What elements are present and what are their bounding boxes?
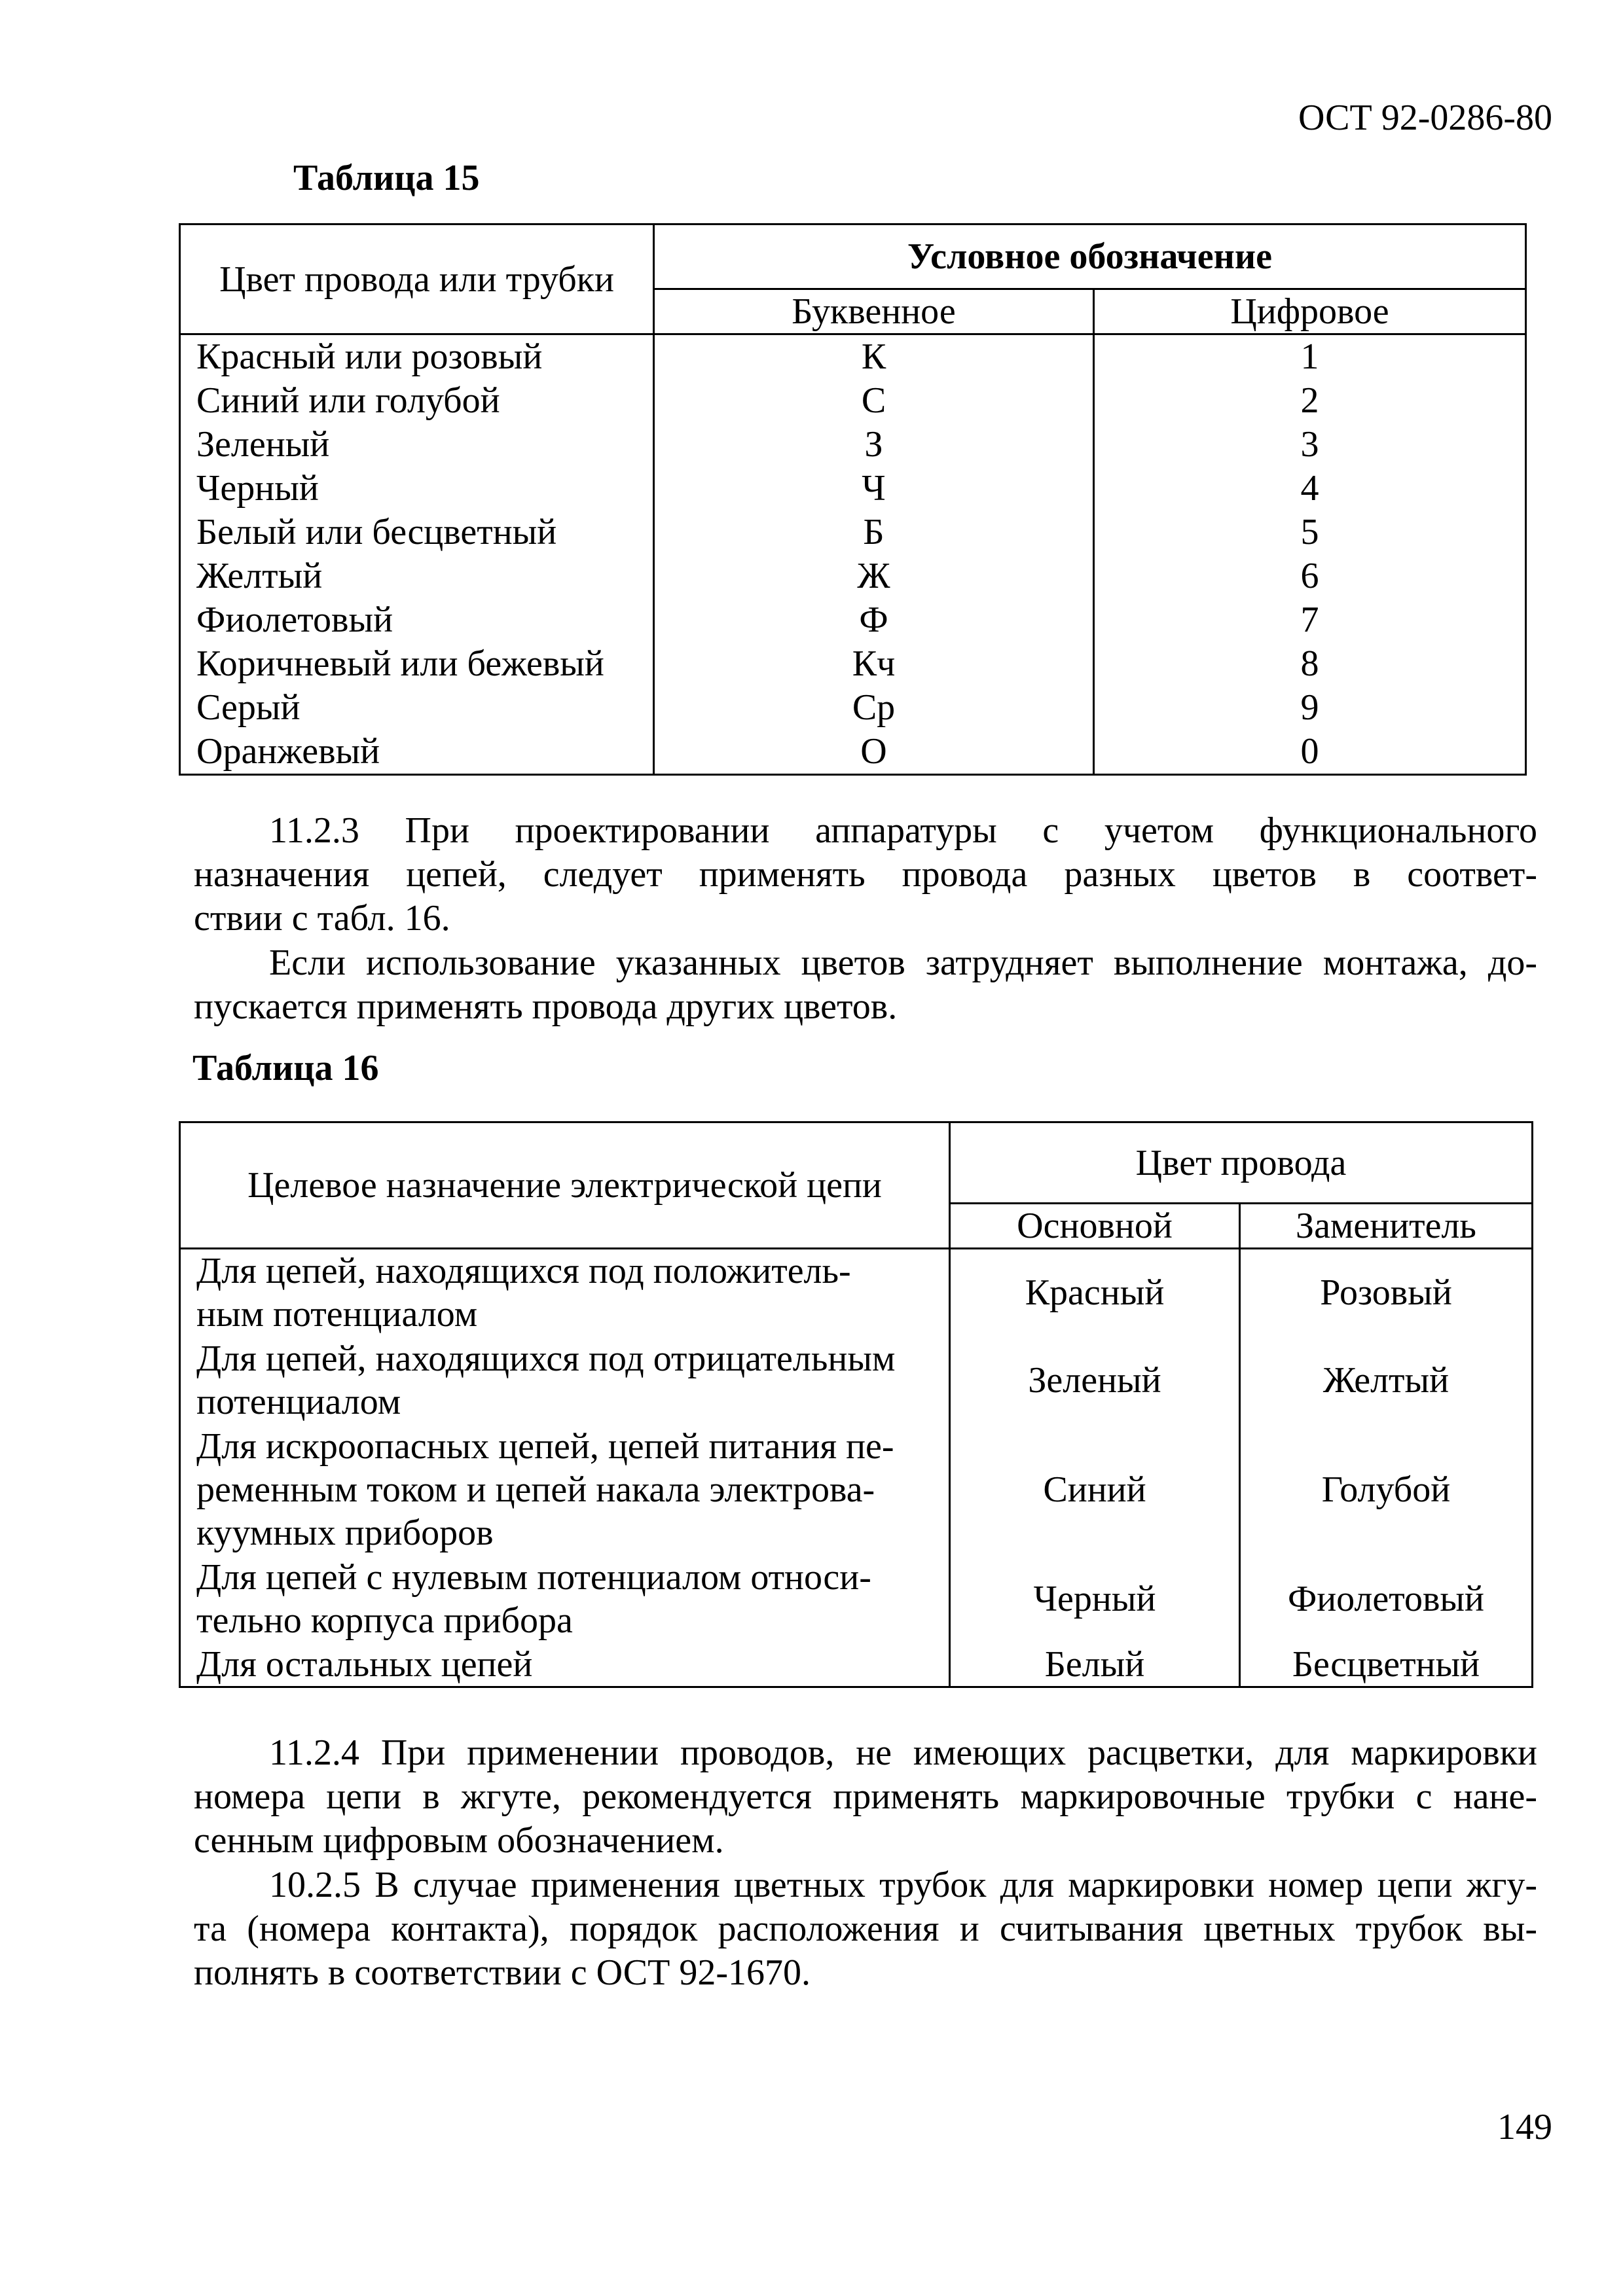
cell-letter-code: Ф [654, 598, 1094, 642]
cell-main-color: Синий [950, 1424, 1240, 1555]
cell-digit-code: 8 [1094, 642, 1526, 686]
cell-substitute-color: Бесцветный [1240, 1643, 1533, 1687]
cell-substitute-color: Фиолетовый [1240, 1555, 1533, 1643]
cell-color: Красный или розовый [180, 334, 654, 380]
cell-main-color: Белый [950, 1643, 1240, 1687]
table-row [180, 1249, 1533, 1336]
table-15-group-header: Условное обозначение [654, 224, 1526, 289]
paragraph-11-2-4 [194, 1731, 1537, 1863]
table-15-col-letter-header: Буквенное [654, 289, 1094, 334]
table-row [180, 334, 1526, 380]
cell-letter-code: Ср [654, 686, 1094, 730]
cell-digit-code: 4 [1094, 467, 1526, 511]
paragraph-line: 11.2.3 При проектировании аппаратуры с учетом функционального [269, 810, 1537, 851]
cell-digit-code: 1 [1094, 334, 1526, 380]
table-15 [179, 223, 1527, 776]
cell-purpose [180, 1555, 950, 1643]
cell-purpose-line: ременным током и цепей накала электрова- [196, 1469, 875, 1510]
cell-purpose-line: Для остальных цепей [196, 1643, 533, 1685]
paragraph-line: полнять в соответствии с ОСТ 92-1670. [194, 1952, 811, 1993]
paragraph-line: та (номера контакта), порядок расположения и считывания цветных трубок вы- [194, 1909, 1537, 1949]
cell-color: Белый или бесцветный [180, 511, 654, 554]
table-row [180, 686, 1526, 730]
cell-substitute-color: Розовый [1240, 1249, 1533, 1336]
table-row [180, 730, 1526, 775]
cell-color: Синий или голубой [180, 379, 654, 423]
cell-color: Оранжевый [180, 730, 654, 775]
cell-letter-code: С [654, 379, 1094, 423]
cell-purpose-line: тельно корпуса прибора [196, 1600, 573, 1641]
paragraph-line: 10.2.5 В случае применения цветных трубок для маркировки номер цепи жгу- [269, 1865, 1537, 1905]
table-16 [179, 1121, 1533, 1688]
cell-purpose [180, 1424, 950, 1555]
table-row [180, 598, 1526, 642]
paragraph-line: Если использование указанных цветов затрудняет выполнение монтажа, до- [269, 942, 1537, 983]
paragraph-line: ствии с табл. 16. [194, 898, 450, 939]
cell-digit-code: 6 [1094, 554, 1526, 598]
table-row [180, 642, 1526, 686]
cell-purpose-line: Для искроопасных цепей, цепей питания пе- [196, 1426, 894, 1467]
cell-letter-code: Ч [654, 467, 1094, 511]
cell-color: Зеленый [180, 423, 654, 467]
cell-main-color: Зеленый [950, 1336, 1240, 1424]
paragraph-line: 11.2.4 При применении проводов, не имеющих расцветки, для маркировки [269, 1732, 1537, 1773]
paragraph-11-2-3 [194, 809, 1537, 941]
cell-purpose-line: Для цепей, находящихся под отрицательным [196, 1338, 896, 1379]
page-number: 149 [1497, 2107, 1552, 2147]
cell-substitute-color: Голубой [1240, 1424, 1533, 1555]
cell-color: Желтый [180, 554, 654, 598]
table-row [180, 1424, 1533, 1555]
table-row [180, 379, 1526, 423]
cell-digit-code: 5 [1094, 511, 1526, 554]
table-row [180, 1643, 1533, 1687]
cell-purpose-line: Для цепей с нулевым потенциалом относи- [196, 1556, 871, 1598]
cell-substitute-color: Желтый [1240, 1336, 1533, 1424]
cell-main-color: Черный [950, 1555, 1240, 1643]
table-16-col-main-header: Основной [950, 1204, 1240, 1249]
paragraph-note [194, 941, 1537, 1029]
paragraph-line: номера цепи в жгуте, рекомендуется применять маркировочные трубки с нане- [194, 1776, 1537, 1817]
cell-purpose-line: куумных приборов [196, 1512, 494, 1553]
table-row [180, 511, 1526, 554]
table-row [180, 1336, 1533, 1424]
cell-letter-code: Ж [654, 554, 1094, 598]
cell-digit-code: 0 [1094, 730, 1526, 775]
table-16-group-header: Цвет провода [950, 1122, 1533, 1204]
table-row [180, 554, 1526, 598]
document-code: ОСТ 92-0286-80 [1298, 98, 1552, 138]
cell-digit-code: 9 [1094, 686, 1526, 730]
paragraph-10-2-5 [194, 1863, 1537, 1995]
cell-color: Фиолетовый [180, 598, 654, 642]
cell-digit-code: 7 [1094, 598, 1526, 642]
table-16-col-purpose-header: Целевое назначение электрической цепи [180, 1122, 950, 1249]
table-16-col-substitute-header: Заменитель [1240, 1204, 1533, 1249]
cell-purpose-line: ным потенциалом [196, 1294, 478, 1335]
cell-purpose [180, 1643, 950, 1687]
cell-purpose-line: потенциалом [196, 1381, 401, 1422]
cell-letter-code: О [654, 730, 1094, 775]
cell-color: Коричневый или бежевый [180, 642, 654, 686]
cell-color: Черный [180, 467, 654, 511]
table-15-col-digit-header: Цифровое [1094, 289, 1526, 334]
table-row [180, 1555, 1533, 1643]
table-16-caption: Таблица 16 [192, 1048, 379, 1088]
cell-purpose [180, 1336, 950, 1424]
cell-purpose-line: Для цепей, находящихся под положитель- [196, 1251, 851, 1292]
cell-color: Серый [180, 686, 654, 730]
table-row [180, 467, 1526, 511]
cell-main-color: Красный [950, 1249, 1240, 1336]
paragraph-line: сенным цифровым обозначением. [194, 1820, 724, 1861]
cell-letter-code: К [654, 334, 1094, 380]
paragraph-line: пускается применять провода других цветов. [194, 986, 898, 1027]
cell-purpose [180, 1249, 950, 1336]
cell-digit-code: 3 [1094, 423, 1526, 467]
cell-digit-code: 2 [1094, 379, 1526, 423]
table-15-caption: Таблица 15 [293, 158, 480, 198]
cell-letter-code: З [654, 423, 1094, 467]
cell-letter-code: Б [654, 511, 1094, 554]
paragraph-line: назначения цепей, следует применять провода разных цветов в соответ- [194, 854, 1537, 895]
table-row [180, 423, 1526, 467]
cell-letter-code: Кч [654, 642, 1094, 686]
table-15-col-color-header: Цвет провода или трубки [180, 224, 654, 334]
